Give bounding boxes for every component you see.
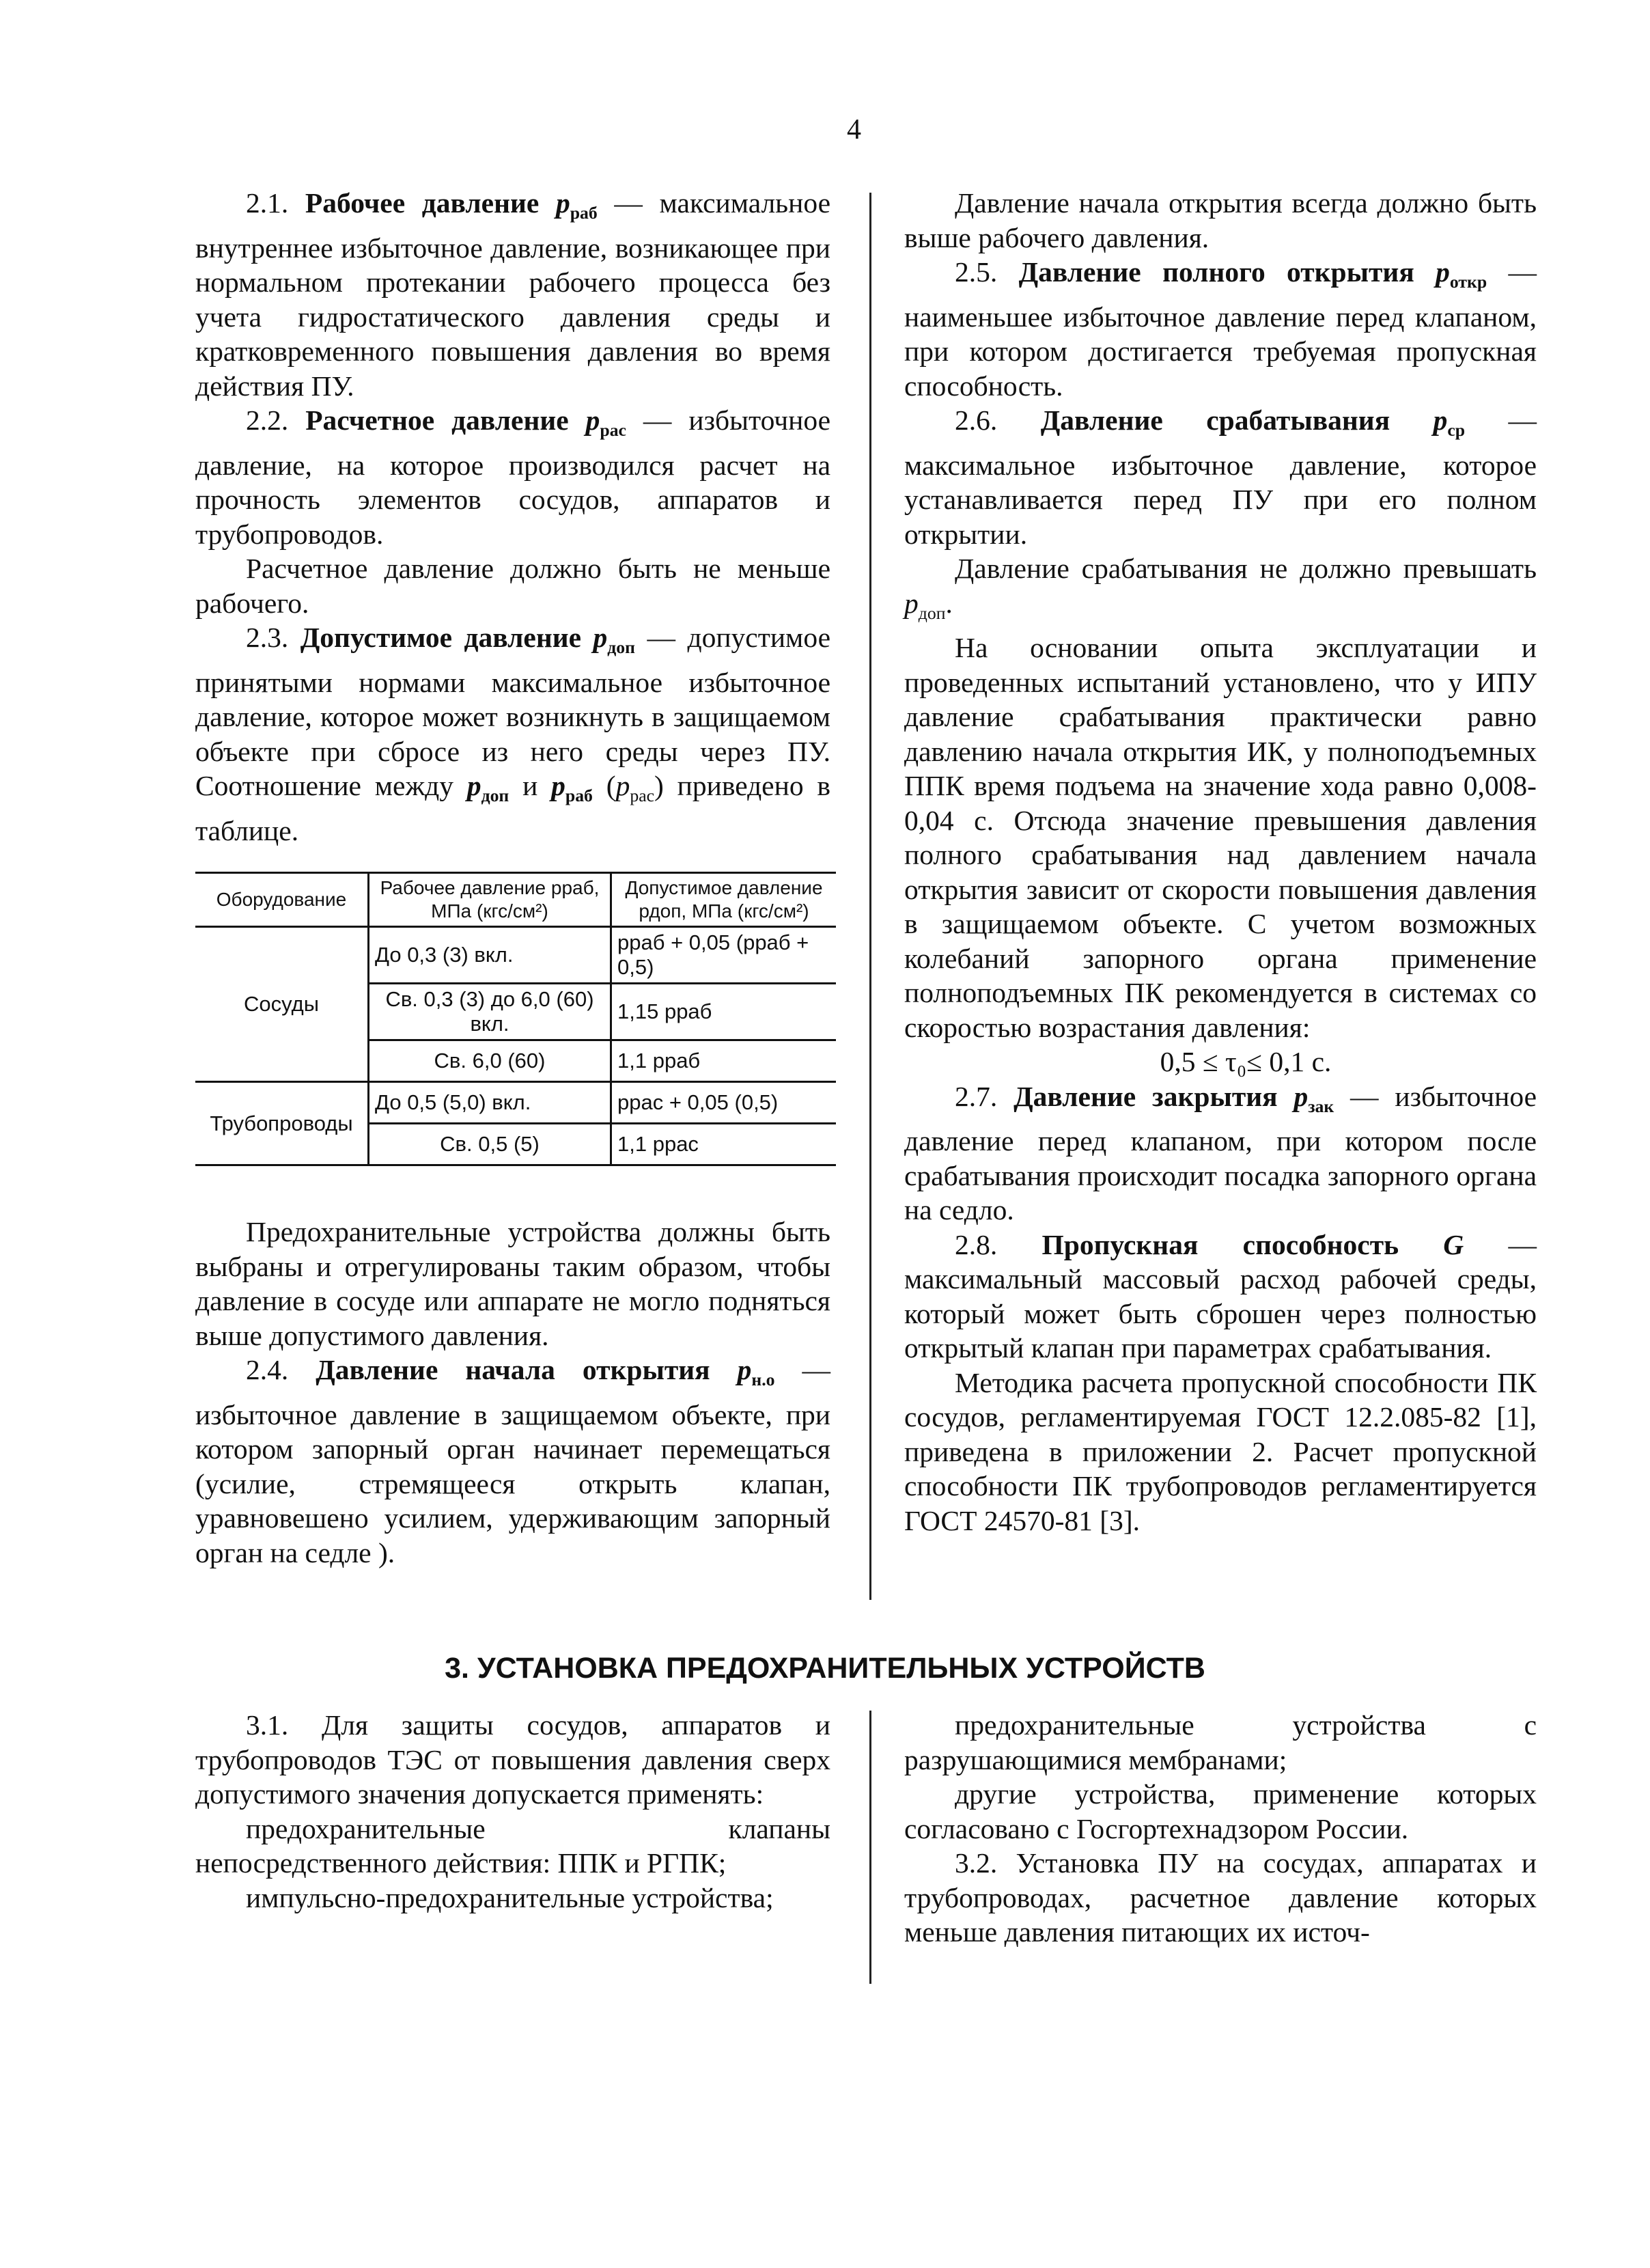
paragraph-2-3: 2.3. Допустимое давление $р_{доп}$ — допустимое принятыми нормами максимальное избыточное давление, которое может возникнуть в защищаемом объекте при сбросе из него среды через ПУ. Соотношение между $р_{доп}$ и $р_{раб}$ $(р_{рас})$ приведено в таблице.: [195, 622, 830, 846]
left-column-after-table: [195, 1215, 830, 1570]
paragraph-2-4: 2.4. Давление начала открытия $р_{н.о}$ — избыточное давление в защищаемом объекте, при котором запорный орган начинает перемещаться (усилие, стремящееся открыть клапан, уравновешено усилием, удерживающим запорный орган на седле ).: [195, 1354, 830, 1568]
vessels-label: Сосуды: [195, 927, 369, 1082]
table-header-row: [195, 873, 836, 927]
paragraph-method: Методика расчета пропускной способности ПК сосудов, регламентируемая ГОСТ 12.2.085-82 [1], приведена в приложении 2. Расчет пропускной способности ПК трубопроводов регламентируется ГОСТ 24570-81 [3].: [904, 1366, 1537, 1536]
right-column-top: [904, 186, 1537, 1538]
cell-allowed: ррас + 0,05 (0,5): [611, 1082, 837, 1124]
cell-allowed: 1,1 ррас: [611, 1124, 837, 1165]
pipelines-label: Трубопроводы: [195, 1082, 369, 1165]
header-working-pressure: Рабочее давление рраб, МПа (кгс/см²): [369, 873, 611, 927]
cell-work: До 0,5 (5,0) вкл.: [369, 1082, 611, 1124]
table-row: [195, 1082, 836, 1124]
list-item: предохранительные устройства с разрушающимися мембранами;: [904, 1709, 1537, 1775]
paragraph-2-6: 2.6. Давление срабатывания $р_{ср}$ — максимальное избыточное давление, которое устанавливается перед ПУ при его полном открытии.: [904, 404, 1537, 550]
cell-work: Св. 0,5 (5): [369, 1124, 611, 1165]
paragraph-2-7: 2.7. Давление закрытия $р_{зак}$ — избыточное давление перед клапаном, при котором после срабатывания происходит посадка запорного органа на седло.: [904, 1080, 1537, 1226]
list-item: импульсно-предохранительные устройства;: [246, 1881, 774, 1913]
column-divider-top: [869, 193, 871, 1600]
cell-allowed: 1,1 рраб: [611, 1040, 837, 1082]
cell-allowed: рраб + 0,05 (рраб + 0,5): [611, 927, 837, 984]
paragraph-experience: На основании опыта эксплуатации и проведенных испытаний установлено, что у ИПУ давление срабатывания практически равно давлению начала открытия ИК, у полноподъемных ППК время подъема на значение хода равно 0,008-0,04 с. Отсюда значение превышения давления полного срабатывания над давлением начала открытия зависит от скорости повышения давления в защищаемом объекте. С учетом возможных колебаний запорного органа применение полноподъемных ПК рекомендуется в системах со скоростью возрастания давления:: [904, 632, 1537, 1043]
paragraph-set-note: Давление срабатывания не должно превышать $р_{доп}$.: [904, 553, 1537, 623]
left-column-top: [195, 186, 830, 848]
term-full-opening-pressure: Давление полного открытия: [1018, 256, 1414, 288]
right-column-bottom: [904, 1708, 1537, 1950]
cell-work: Св. 6,0 (60): [369, 1040, 611, 1082]
term-allowable-pressure: Допустимое давление: [300, 622, 582, 653]
section-heading: 3. УСТАНОВКА ПРЕДОХРАНИТЕЛЬНЫХ УСТРОЙСТВ: [445, 1652, 1205, 1685]
term-set-pressure: Давление срабатывания: [1040, 404, 1390, 436]
list-item: предохранительные клапаны непосредственного действия: ППК и РГПК;: [195, 1812, 830, 1879]
formula-rate: 0,5 ≤ τ₀≤ 0,1 с.: [1160, 1046, 1332, 1077]
paragraph-2-2: 2.2. Расчетное давление $р_{рас}$ — избыточное давление, на которое производился расчет на прочность элементов сосудов, аппаратов и трубопроводов.: [195, 404, 830, 550]
term-opening-start-pressure: Давление начала открытия: [316, 1354, 710, 1385]
paragraph-3-1: 3.1. Для защиты сосудов, аппаратов и трубопроводов ТЭС от повышения давления сверх допустимого значения допускается применять:: [195, 1709, 830, 1810]
paragraph-2-8: 2.8. Пропускная способность G — максимальный массовый расход рабочей среды, который может быть сброшен через полностью открытый клапан при параметрах срабатывания.: [904, 1228, 1537, 1364]
column-divider-bottom: [869, 1711, 871, 1984]
term-capacity: Пропускная способность: [1041, 1228, 1399, 1260]
table-row: [195, 927, 836, 984]
term-closing-pressure: Давление закрытия: [1013, 1080, 1278, 1112]
paragraph-safety-devices: Предохранительные устройства должны быть выбраны и отрегулированы таким образом, чтобы давление в сосуде или аппарате не могло подняться выше допустимого давления.: [195, 1216, 830, 1351]
paragraph-2-1: 2.1. Рабочее давление $р_{раб}$ — максимальное внутреннее избыточное давление, возникающее при нормальном протекании рабочего процесса без учета гидростатического давления среды и кратковременного повышения давления во время действия ПУ.: [195, 187, 830, 402]
paragraph-design-note: Расчетное давление должно быть не меньше рабочего.: [195, 553, 830, 619]
pressure-table: [195, 872, 836, 1166]
cell-work: Св. 0,3 (3) до 6,0 (60) вкл.: [369, 984, 611, 1040]
list-item: другие устройства, применение которых согласовано с Госгортехнадзором России.: [904, 1778, 1537, 1844]
cell-work: До 0,3 (3) вкл.: [369, 927, 611, 984]
term-working-pressure: Рабочее давление: [305, 187, 540, 219]
page-number: 4: [847, 114, 861, 146]
header-allowable-pressure: Допустимое давление рдоп, МПа (кгс/см²): [611, 873, 837, 927]
paragraph-3-2: 3.2. Установка ПУ на сосудах, аппаратах и трубопроводах, расчетное давление которых меньше давления питающих их источ-: [904, 1847, 1537, 1948]
paragraph-opening-note: Давление начала открытия всегда должно быть выше рабочего давления.: [904, 187, 1537, 253]
term-design-pressure: Расчетное давление: [305, 404, 569, 436]
left-column-bottom: [195, 1708, 830, 1915]
cell-allowed: 1,15 рраб: [611, 984, 837, 1040]
paragraph-2-5: 2.5. Давление полного открытия $р_{откр}$ — наименьшее избыточное давление перед клапаном, при котором достигается требуемая пропускная способность.: [904, 256, 1537, 402]
header-equipment: Оборудование: [195, 873, 369, 927]
